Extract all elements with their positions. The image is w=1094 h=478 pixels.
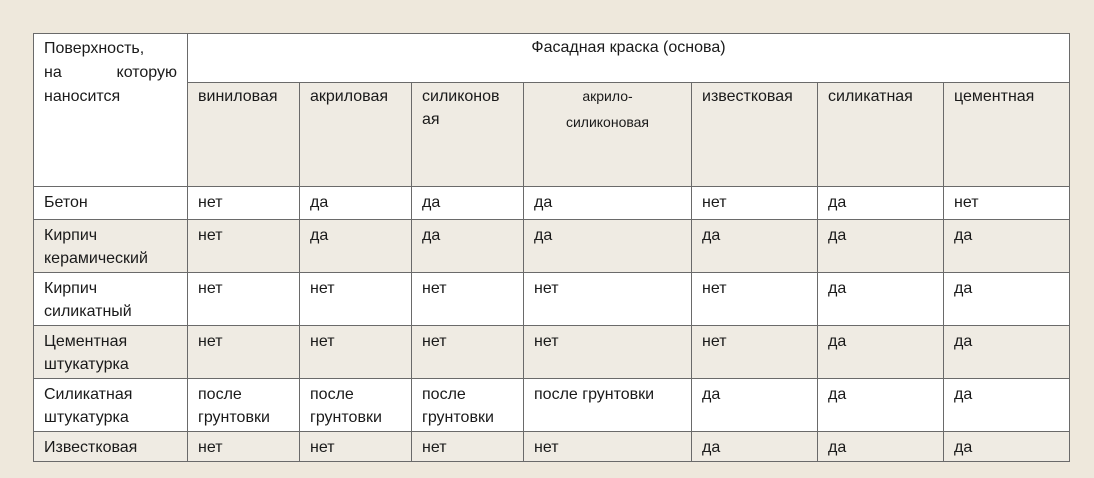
compatibility-value: после bbox=[198, 386, 242, 403]
compatibility-value: нет bbox=[534, 439, 559, 456]
compatibility-value: да bbox=[828, 386, 847, 403]
surface-cell-line: Кирпич bbox=[44, 227, 98, 244]
paint-type-header-row bbox=[34, 83, 1070, 187]
compatibility-value: да bbox=[534, 194, 553, 211]
paint-base-group-header: Фасадная краска (основа) bbox=[188, 34, 1070, 83]
compatibility-cell bbox=[818, 187, 944, 220]
surface-cell-line: керамический bbox=[44, 250, 148, 267]
compatibility-cell bbox=[524, 273, 692, 326]
table-row bbox=[34, 326, 1070, 379]
compatibility-cell bbox=[188, 220, 300, 273]
compatibility-value: грунтовки bbox=[198, 409, 270, 426]
compatibility-cell bbox=[524, 220, 692, 273]
compatibility-cell bbox=[300, 273, 412, 326]
surface-cell-line: силикатный bbox=[44, 303, 132, 320]
compatibility-cell bbox=[944, 379, 1070, 432]
compatibility-value: нет bbox=[198, 194, 223, 211]
paint-compatibility-table-wrapper bbox=[33, 33, 1069, 456]
surface-header-line: на которую bbox=[44, 64, 177, 81]
compatibility-cell bbox=[188, 379, 300, 432]
header-row-top bbox=[34, 34, 1070, 83]
compatibility-value: нет bbox=[198, 333, 223, 350]
compatibility-value: да bbox=[422, 194, 441, 211]
paint-type-header bbox=[524, 83, 692, 187]
compatibility-cell bbox=[300, 432, 412, 462]
surface-cell-line: Цементная bbox=[44, 333, 128, 350]
compatibility-cell bbox=[818, 379, 944, 432]
compatibility-cell bbox=[692, 432, 818, 462]
compatibility-cell bbox=[188, 432, 300, 462]
paint-type-header-line: акрило- bbox=[582, 88, 633, 104]
surface-cell-line: Бетон bbox=[44, 194, 88, 211]
compatibility-value: нет bbox=[310, 280, 335, 297]
surface-header-line: наносится bbox=[44, 88, 121, 105]
compatibility-cell bbox=[524, 379, 692, 432]
compatibility-cell bbox=[944, 432, 1070, 462]
compatibility-value: да bbox=[828, 333, 847, 350]
compatibility-value: да bbox=[954, 227, 973, 244]
surface-cell-line: штукатурка bbox=[44, 409, 129, 426]
compatibility-cell bbox=[944, 273, 1070, 326]
compatibility-value: нет bbox=[198, 280, 223, 297]
compatibility-cell bbox=[524, 326, 692, 379]
surface-cell-line: Известковая bbox=[44, 439, 138, 456]
compatibility-value: нет bbox=[422, 439, 447, 456]
compatibility-cell bbox=[692, 273, 818, 326]
paint-type-header bbox=[300, 83, 412, 187]
compatibility-value: да bbox=[534, 227, 553, 244]
paint-type-header bbox=[692, 83, 818, 187]
compatibility-cell bbox=[300, 187, 412, 220]
compatibility-value: нет bbox=[954, 194, 979, 211]
compatibility-value: после грунтовки bbox=[534, 386, 655, 403]
compatibility-cell bbox=[300, 326, 412, 379]
surface-cell-line: Кирпич bbox=[44, 280, 98, 297]
compatibility-value: грунтовки bbox=[422, 409, 494, 426]
compatibility-value: да bbox=[828, 280, 847, 297]
paint-type-header bbox=[188, 83, 300, 187]
compatibility-value: да bbox=[828, 439, 847, 456]
compatibility-value: грунтовки bbox=[310, 409, 382, 426]
compatibility-value: да bbox=[310, 227, 329, 244]
table-row bbox=[34, 432, 1070, 462]
compatibility-cell bbox=[524, 187, 692, 220]
compatibility-cell bbox=[412, 326, 524, 379]
compatibility-value: да bbox=[422, 227, 441, 244]
compatibility-cell bbox=[818, 432, 944, 462]
compatibility-value: да bbox=[702, 439, 721, 456]
compatibility-cell bbox=[524, 432, 692, 462]
compatibility-cell bbox=[412, 273, 524, 326]
compatibility-cell bbox=[188, 273, 300, 326]
paint-type-header-line: известковая bbox=[702, 88, 793, 105]
paint-type-header-line: акриловая bbox=[310, 88, 389, 105]
compatibility-value: нет bbox=[702, 194, 727, 211]
paint-type-header-line: виниловая bbox=[198, 88, 278, 105]
compatibility-value: нет bbox=[198, 439, 223, 456]
compatibility-cell bbox=[944, 220, 1070, 273]
table-row bbox=[34, 273, 1070, 326]
compatibility-value: да bbox=[954, 280, 973, 297]
compatibility-cell bbox=[692, 220, 818, 273]
compatibility-value: да bbox=[954, 439, 973, 456]
compatibility-cell bbox=[300, 379, 412, 432]
compatibility-cell bbox=[944, 187, 1070, 220]
paint-type-header-line: ая bbox=[422, 111, 440, 128]
surface-cell bbox=[34, 432, 188, 462]
compatibility-cell bbox=[412, 432, 524, 462]
compatibility-value: да bbox=[702, 227, 721, 244]
compatibility-value: да bbox=[310, 194, 329, 211]
surface-cell-line: Силикатная bbox=[44, 386, 133, 403]
surface-cell bbox=[34, 220, 188, 273]
paint-compatibility-table bbox=[33, 33, 1070, 462]
compatibility-value: после bbox=[422, 386, 466, 403]
compatibility-cell bbox=[692, 379, 818, 432]
surface-column-header bbox=[34, 34, 188, 187]
paint-type-header-line: силикатная bbox=[828, 88, 913, 105]
compatibility-value: да bbox=[828, 194, 847, 211]
compatibility-value: после bbox=[310, 386, 354, 403]
surface-header-line: Поверхность, bbox=[44, 40, 145, 57]
compatibility-value: да bbox=[702, 386, 721, 403]
table-row bbox=[34, 220, 1070, 273]
compatibility-cell bbox=[818, 326, 944, 379]
compatibility-value: нет bbox=[534, 333, 559, 350]
compatibility-cell bbox=[188, 326, 300, 379]
compatibility-value: нет bbox=[422, 333, 447, 350]
compatibility-cell bbox=[944, 326, 1070, 379]
compatibility-value: да bbox=[828, 227, 847, 244]
paint-type-header-line: цементная bbox=[954, 88, 1035, 105]
table-row bbox=[34, 187, 1070, 220]
compatibility-value: нет bbox=[534, 280, 559, 297]
surface-cell-line: штукатурка bbox=[44, 356, 129, 373]
compatibility-cell bbox=[692, 326, 818, 379]
surface-cell bbox=[34, 273, 188, 326]
compatibility-value: нет bbox=[198, 227, 223, 244]
compatibility-cell bbox=[818, 220, 944, 273]
table-row bbox=[34, 379, 1070, 432]
compatibility-cell bbox=[412, 220, 524, 273]
compatibility-value: нет bbox=[310, 439, 335, 456]
compatibility-cell bbox=[188, 187, 300, 220]
paint-type-header-line: силиконов bbox=[422, 88, 500, 105]
paint-type-header bbox=[818, 83, 944, 187]
compatibility-value: да bbox=[954, 386, 973, 403]
surface-cell bbox=[34, 326, 188, 379]
paint-type-header-line: силиконовая bbox=[565, 114, 650, 130]
compatibility-cell bbox=[692, 187, 818, 220]
compatibility-cell bbox=[818, 273, 944, 326]
compatibility-value: нет bbox=[702, 280, 727, 297]
compatibility-value: да bbox=[954, 333, 973, 350]
compatibility-value: нет bbox=[310, 333, 335, 350]
compatibility-cell bbox=[412, 187, 524, 220]
compatibility-value: нет bbox=[702, 333, 727, 350]
compatibility-value: нет bbox=[422, 280, 447, 297]
paint-type-header bbox=[944, 83, 1070, 187]
compatibility-cell bbox=[412, 379, 524, 432]
surface-cell bbox=[34, 187, 188, 220]
surface-cell bbox=[34, 379, 188, 432]
compatibility-cell bbox=[300, 220, 412, 273]
paint-type-header bbox=[412, 83, 524, 187]
